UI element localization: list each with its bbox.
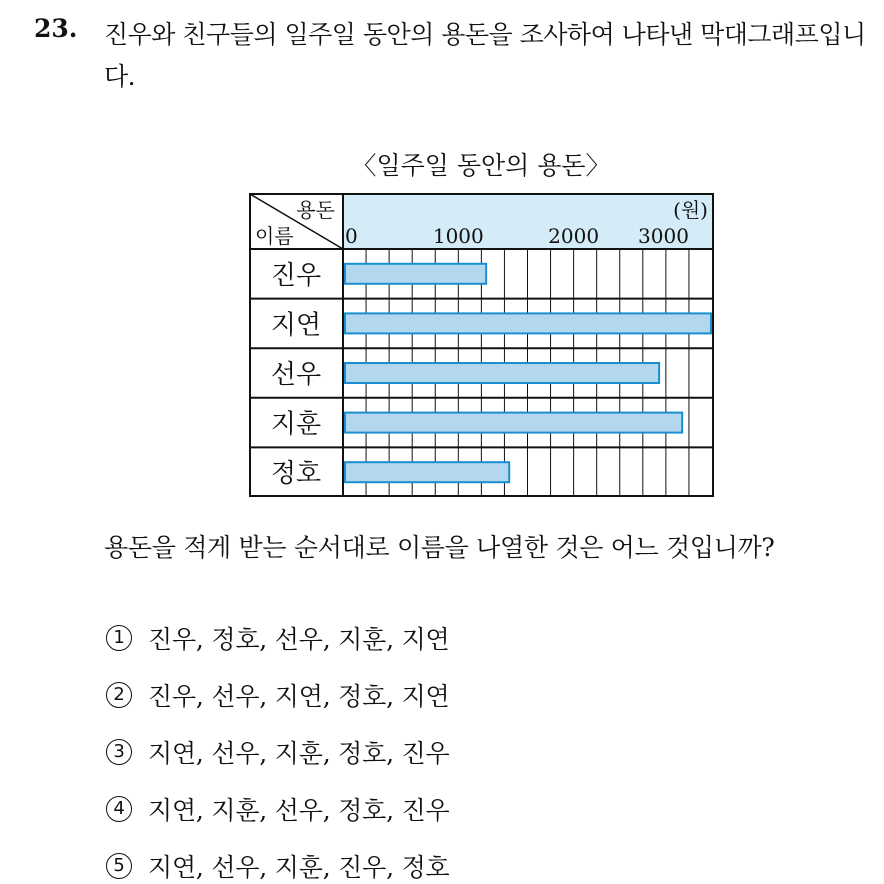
choice-number-badge: 2 xyxy=(106,682,132,708)
bar xyxy=(345,462,509,482)
question-stem: 진우와 친구들의 일주일 동안의 용돈을 조사하여 나타낸 막대그래프입니다. xyxy=(104,20,866,91)
bar-chart xyxy=(249,193,714,497)
tick-label: 1000 xyxy=(432,224,484,248)
bar xyxy=(345,313,711,333)
choice-text: 지연, 선우, 지훈, 진우, 정호 xyxy=(148,853,450,882)
choice-number-badge: 5 xyxy=(106,853,132,879)
bar xyxy=(345,413,682,433)
tick-label: 3000 xyxy=(638,224,689,248)
tick-label: 2000 xyxy=(548,224,600,248)
header-value-label: 용돈 xyxy=(296,198,335,222)
tick-label: 0 xyxy=(345,224,358,248)
bar xyxy=(345,264,486,284)
choice-number-badge: 4 xyxy=(106,796,132,822)
choice-number-badge: 3 xyxy=(106,739,132,765)
choice-text: 지연, 선우, 지훈, 정호, 진우 xyxy=(148,739,450,768)
choice-3[interactable] xyxy=(106,734,449,770)
choice-number-badge: 1 xyxy=(106,625,132,651)
question-prompt: 용돈을 적게 받는 순서대로 이름을 나열한 것은 어느 것입니까? xyxy=(104,533,775,562)
choice-text: 진우, 정호, 선우, 지훈, 지연 xyxy=(148,625,450,654)
choice-text: 진우, 선우, 지연, 정호, 지연 xyxy=(148,682,450,711)
choice-1[interactable] xyxy=(106,620,449,656)
question-number: 23. xyxy=(34,14,78,43)
unit-label: (원) xyxy=(673,198,708,222)
bar xyxy=(345,363,659,383)
category-label: 선우 xyxy=(270,360,322,390)
category-label: 지연 xyxy=(270,310,322,341)
category-label: 진우 xyxy=(270,260,322,291)
choice-2[interactable] xyxy=(106,677,449,713)
choice-text: 지연, 지훈, 선우, 정호, 진우 xyxy=(148,796,450,825)
chart-title: 〈일주일 동안의 용돈〉 xyxy=(351,151,611,180)
choice-4[interactable] xyxy=(106,791,449,827)
category-label: 정호 xyxy=(270,459,322,490)
category-label: 지훈 xyxy=(270,409,322,440)
header-category-label: 이름 xyxy=(255,224,294,248)
